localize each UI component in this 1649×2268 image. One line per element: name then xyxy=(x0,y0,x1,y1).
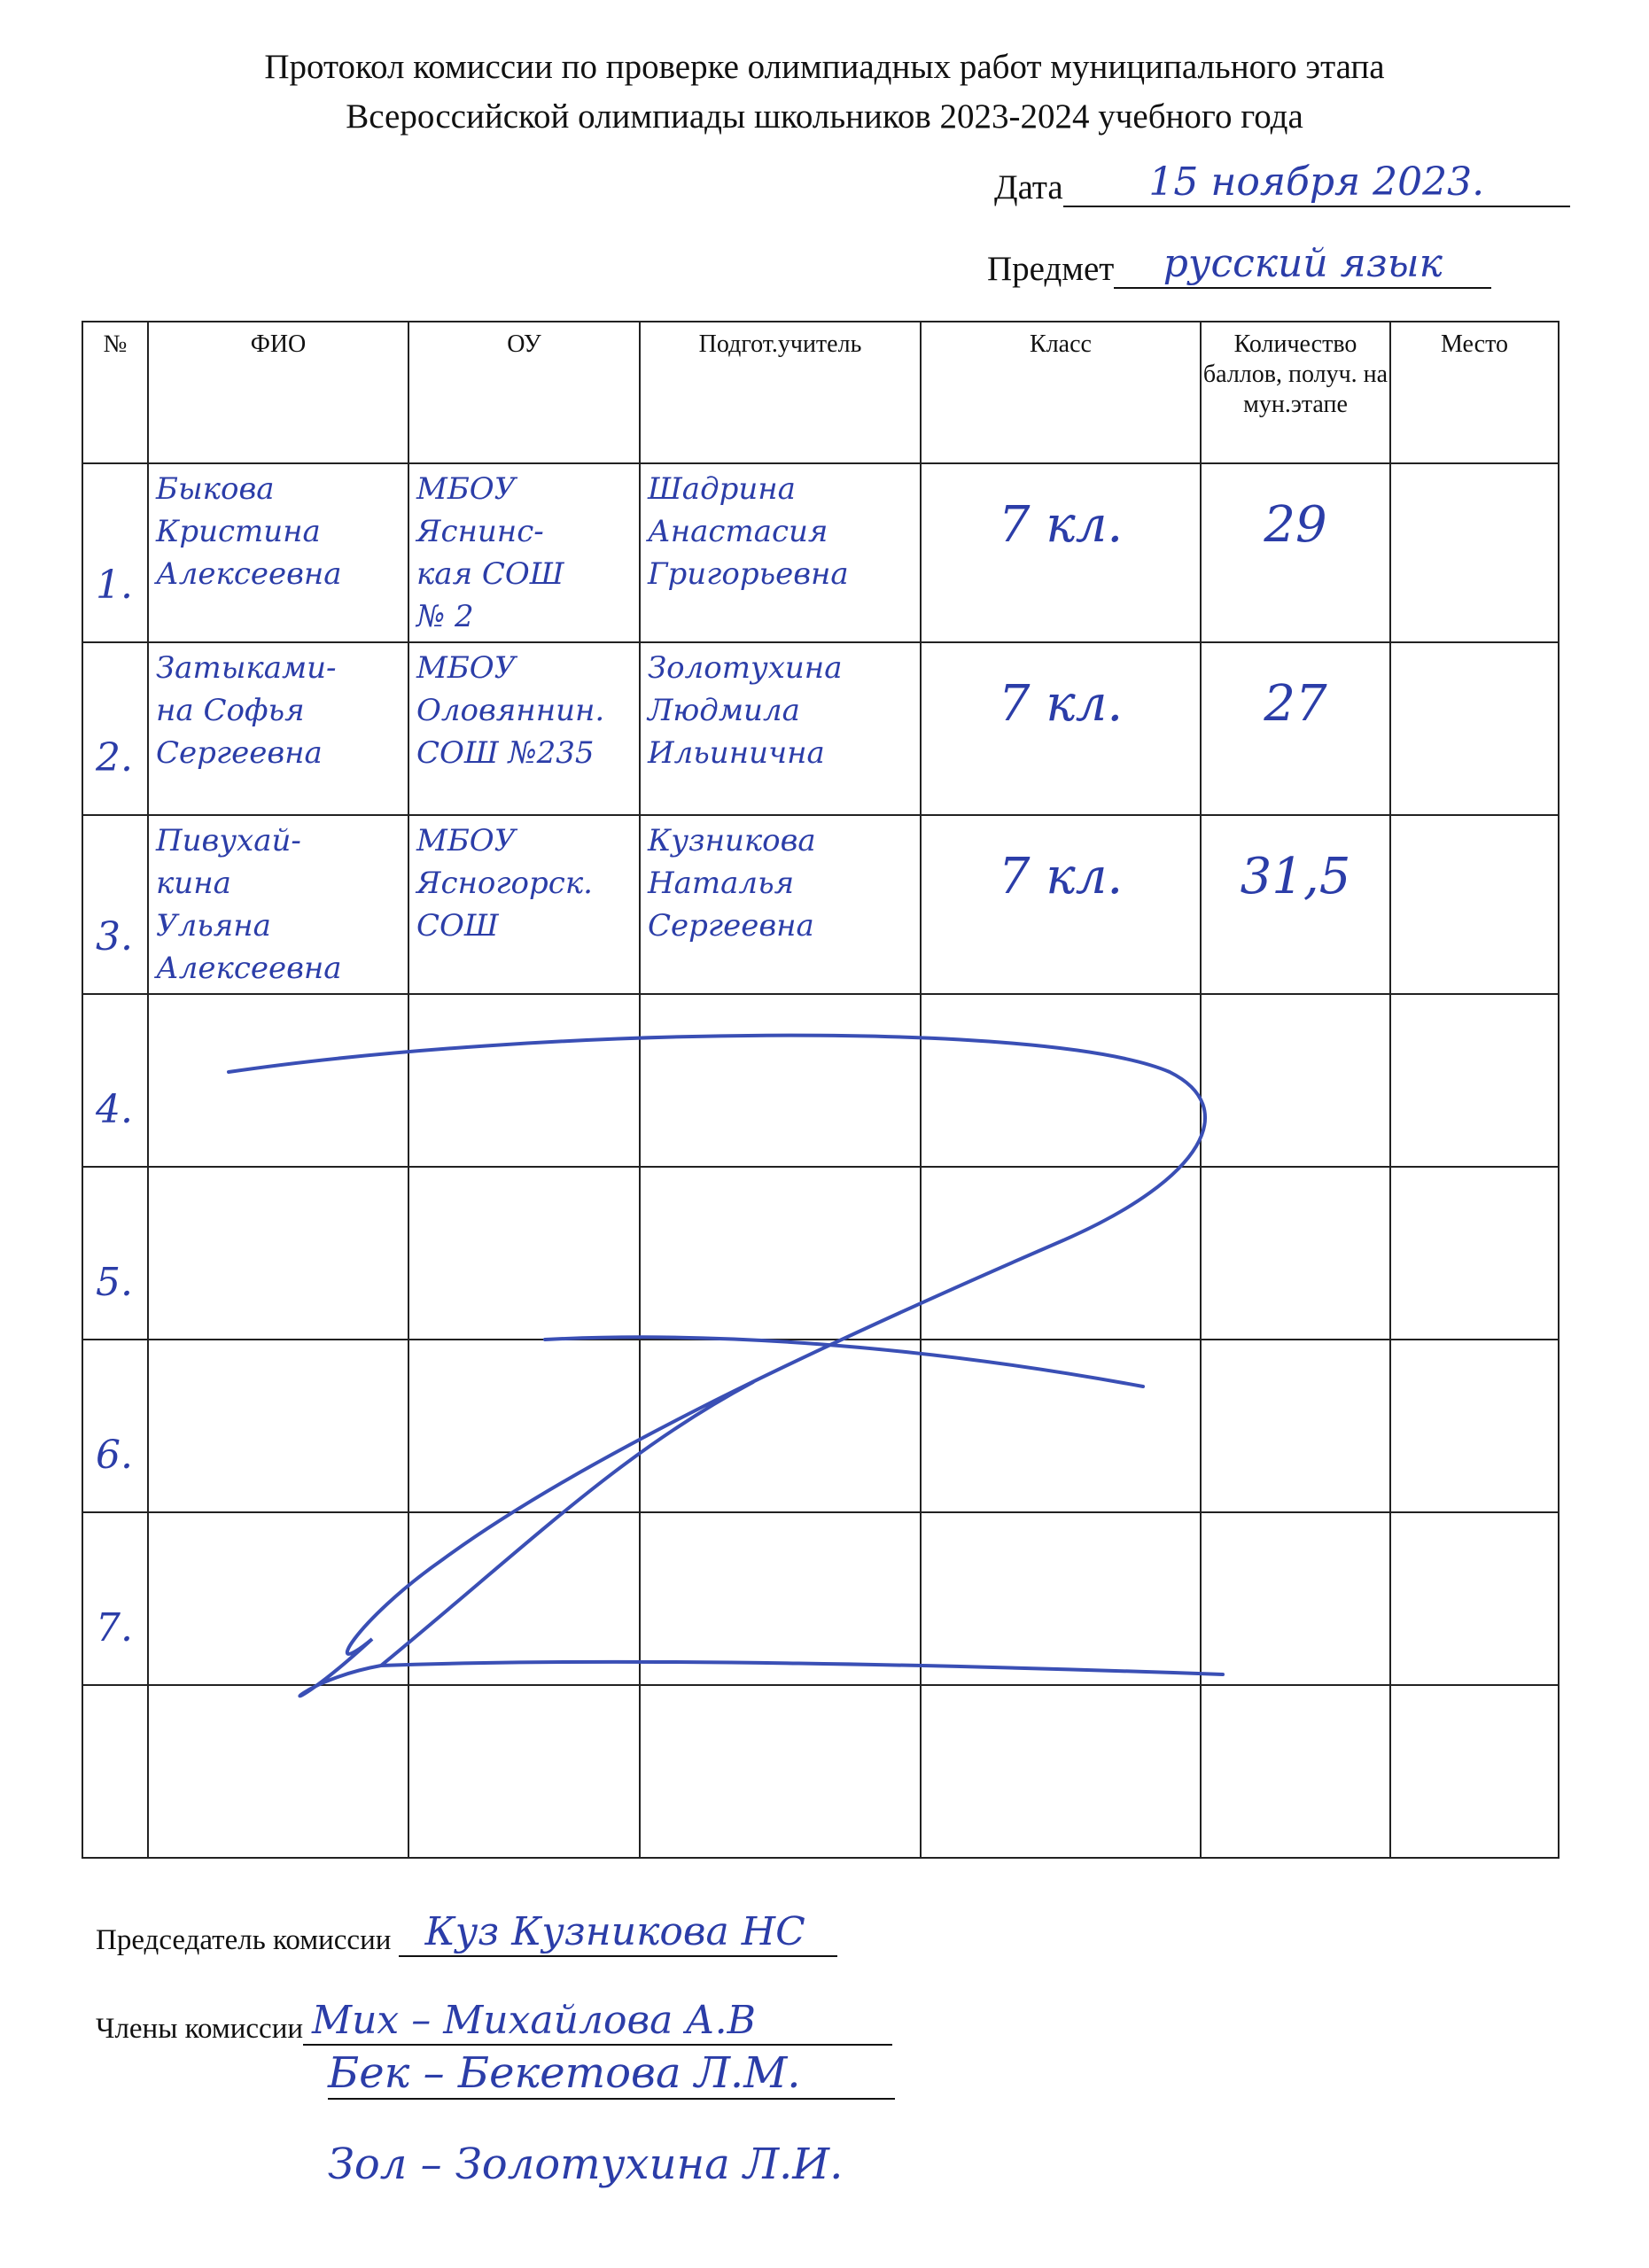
score-cell xyxy=(1201,994,1390,1167)
fio-value: Затыками- на Софья Сергеевна xyxy=(156,650,337,771)
place-cell xyxy=(1390,642,1559,815)
teacher-cell xyxy=(640,1340,921,1512)
row-num: 5. xyxy=(96,1260,133,1305)
row-num-cell xyxy=(82,1167,148,1340)
school-cell xyxy=(408,1685,640,1858)
school-cell xyxy=(408,463,640,642)
results-table xyxy=(82,321,1560,1859)
score-cell xyxy=(1201,1167,1390,1340)
table-row xyxy=(82,642,1559,815)
header-score: Количество баллов, получ. на мун.этапе xyxy=(1201,322,1390,463)
school-cell xyxy=(408,1167,640,1340)
table-row xyxy=(82,463,1559,642)
score-value: 27 xyxy=(1264,675,1327,733)
grade-value: 7 кл. xyxy=(998,848,1124,905)
table-row xyxy=(82,1340,1559,1512)
place-cell xyxy=(1390,1512,1559,1685)
grade-value: 7 кл. xyxy=(998,496,1124,554)
score-value: 31,5 xyxy=(1240,848,1351,905)
grade-cell xyxy=(921,994,1201,1167)
chairman-line xyxy=(96,1909,837,1957)
subject-label: Предмет xyxy=(987,250,1115,288)
row-num-cell xyxy=(82,994,148,1167)
teacher-value: Шадрина Анастасия Григорьевна xyxy=(648,471,849,592)
place-value xyxy=(1391,816,1558,823)
title-line-1: Протокол комиссии по проверке олимпиадных работ муниципального этапа xyxy=(264,48,1385,86)
fio-cell xyxy=(148,1685,408,1858)
date-line xyxy=(994,159,1570,207)
grade-cell xyxy=(921,463,1201,642)
school-cell xyxy=(408,642,640,815)
members-label: Члены комиссии xyxy=(96,2013,304,2045)
row-num-cell xyxy=(82,815,148,994)
table-row xyxy=(82,1512,1559,1685)
row-num: 4. xyxy=(96,1087,133,1132)
grade-cell xyxy=(921,815,1201,994)
grade-cell xyxy=(921,642,1201,815)
grade-cell xyxy=(921,1167,1201,1340)
row-num: 3. xyxy=(96,914,133,959)
header-place: Место xyxy=(1390,322,1559,463)
row-num: 2. xyxy=(96,735,133,781)
row-num: 6. xyxy=(96,1433,133,1478)
school-value: МБОУ Ясногорск. СОШ xyxy=(416,823,593,944)
place-value xyxy=(1391,464,1558,471)
chairman-signature: Куз Кузникова НС xyxy=(399,1909,837,1957)
row-num-cell xyxy=(82,1685,148,1858)
member-signature-3: Зол – Золотухина Л.И. xyxy=(328,2140,844,2189)
row-num-cell xyxy=(82,1340,148,1512)
date-label: Дата xyxy=(994,168,1063,206)
teacher-cell xyxy=(640,642,921,815)
teacher-cell xyxy=(640,463,921,642)
grade-cell xyxy=(921,1685,1201,1858)
header-grade: Класс xyxy=(921,322,1201,463)
grade-value: 7 кл. xyxy=(998,675,1124,733)
score-cell xyxy=(1201,1340,1390,1512)
teacher-cell xyxy=(640,815,921,994)
table-header-row xyxy=(82,322,1559,463)
row-num: 7. xyxy=(96,1605,133,1651)
fio-cell xyxy=(148,1340,408,1512)
fio-cell xyxy=(148,463,408,642)
school-cell xyxy=(408,1512,640,1685)
grade-cell xyxy=(921,1340,1201,1512)
row-num-cell xyxy=(82,642,148,815)
place-cell xyxy=(1390,1685,1559,1858)
school-value: МБОУ Оловяннин. СОШ №235 xyxy=(416,650,605,771)
score-cell xyxy=(1201,1685,1390,1858)
fio-cell xyxy=(148,1167,408,1340)
subject-value: русский язык xyxy=(1114,241,1491,289)
chairman-label: Председатель комиссии xyxy=(96,1924,392,1956)
score-cell xyxy=(1201,1512,1390,1685)
place-value xyxy=(1391,643,1558,650)
document-title xyxy=(0,43,1649,142)
teacher-cell xyxy=(640,1167,921,1340)
school-cell xyxy=(408,994,640,1167)
member-signature-2: Бек – Бекетова Л.М. xyxy=(328,2048,895,2100)
title-line-2: Всероссийской олимпиады школьников 2023-2024 учебного года xyxy=(346,97,1303,136)
header-teacher: Подгот.учитель xyxy=(640,322,921,463)
table-row xyxy=(82,1685,1559,1858)
fio-cell xyxy=(148,815,408,994)
place-cell xyxy=(1390,994,1559,1167)
school-cell xyxy=(408,815,640,994)
teacher-cell xyxy=(640,1512,921,1685)
score-cell xyxy=(1201,642,1390,815)
place-cell xyxy=(1390,815,1559,994)
fio-cell xyxy=(148,642,408,815)
header-fio: ФИО xyxy=(148,322,408,463)
place-cell xyxy=(1390,1167,1559,1340)
fio-cell xyxy=(148,994,408,1167)
school-cell xyxy=(408,1340,640,1512)
place-cell xyxy=(1390,1340,1559,1512)
header-num: № xyxy=(82,322,148,463)
grade-cell xyxy=(921,1512,1201,1685)
member-signature-1: Мих – Михайлова А.В xyxy=(303,1998,892,2046)
members-line xyxy=(96,1998,892,2046)
row-num-cell xyxy=(82,463,148,642)
row-num-cell xyxy=(82,1512,148,1685)
header-school: ОУ xyxy=(408,322,640,463)
score-cell xyxy=(1201,463,1390,642)
table-row xyxy=(82,815,1559,994)
teacher-value: Кузникова Наталья Сергеевна xyxy=(648,823,816,944)
teacher-cell xyxy=(640,994,921,1167)
date-value: 15 ноября 2023. xyxy=(1063,159,1570,207)
score-cell xyxy=(1201,815,1390,994)
row-num: 1. xyxy=(96,563,133,608)
school-value: МБОУ Яснинс- кая СОШ № 2 xyxy=(416,471,564,634)
teacher-value: Золотухина Людмила Ильинична xyxy=(648,650,843,771)
fio-value: Пивухай- кина Ульяна Алексеевна xyxy=(156,823,342,986)
table-row xyxy=(82,994,1559,1167)
fio-cell xyxy=(148,1512,408,1685)
table-row xyxy=(82,1167,1559,1340)
place-cell xyxy=(1390,463,1559,642)
score-value: 29 xyxy=(1264,496,1327,554)
fio-value: Быкова Кристина Алексеевна xyxy=(156,471,342,592)
subject-line xyxy=(987,241,1491,289)
teacher-cell xyxy=(640,1685,921,1858)
